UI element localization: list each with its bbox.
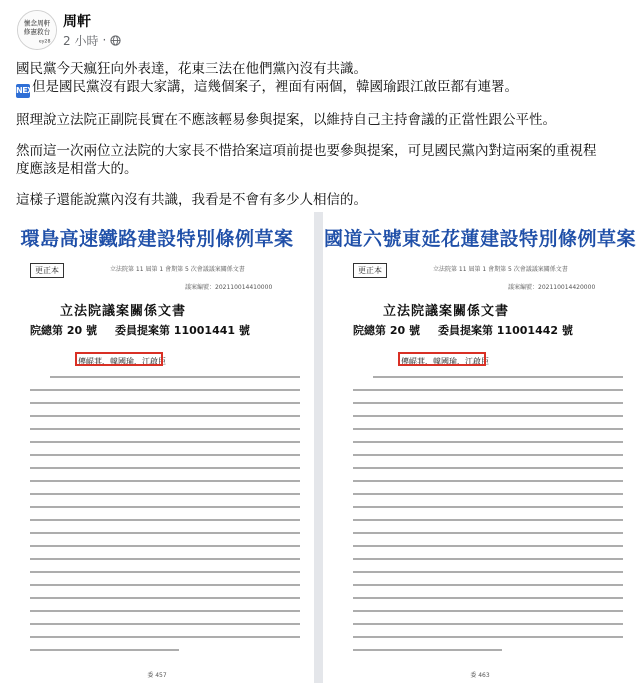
next-emoji-icon: NEXT: [16, 84, 30, 98]
doc-stamp: 更正本: [353, 263, 387, 278]
doc-title: 國道六號東延花蓮建設特別條例草案: [323, 228, 636, 250]
globe-icon[interactable]: [110, 35, 121, 46]
doc-session: 立法院第 11 屆第 1 會期第 5 次會議議案關係文書: [110, 266, 245, 273]
doc-stamp: 更正本: [30, 263, 64, 278]
post-line-4: 然而這一次兩位立法院的大家長不惜拾案這項前提也要參與提案，可見國民黨內對這兩案的重視程: [16, 143, 597, 159]
post-text: [16, 60, 624, 209]
doc-page-number: 委 457: [147, 672, 167, 679]
doc-proposers: 傳崐萁、韓國瑜、江啟臣: [78, 357, 166, 366]
meta-separator: ·: [102, 33, 107, 47]
doc-committee-no: 委員提案第 11001442 號: [437, 324, 573, 337]
doc-proposers: 傳崐萁、韓國瑜、江啟臣: [401, 357, 489, 366]
post-meta: [63, 32, 121, 48]
post-images: [0, 212, 637, 683]
doc-page-number: 委 463: [470, 672, 490, 679]
doc-title: 環島高速鐵路建設特別條例草案: [20, 228, 294, 250]
doc-body: [30, 352, 300, 662]
doc-general-no: 院總第 20 號: [353, 324, 420, 337]
doc-session: 立法院第 11 屆第 1 會期第 5 次會議議案關係文書: [433, 266, 568, 273]
post-line-5: 度應該是相當大的。: [16, 161, 138, 177]
doc-heading: 立法院議案關係文書: [60, 304, 187, 319]
post-line-2: [16, 78, 624, 98]
post-line-3: 照理說立法院正副院長實在不應該輕易參與提案，以維持自己主持會議的正當性跟公平性。: [16, 112, 556, 128]
doc-body: [353, 352, 623, 662]
doc-receipt: 議案編號：202110014410000: [185, 284, 273, 291]
avatar[interactable]: [17, 10, 57, 50]
doc-number: [353, 322, 573, 338]
post-time[interactable]: 2 小時: [63, 33, 99, 48]
svg-text:修憲救台: 修憲救台: [23, 27, 51, 36]
svg-text:懷念周軒: 懷念周軒: [23, 19, 51, 28]
doc-committee-no: 委員提案第 11001441 號: [114, 324, 250, 337]
doc-heading: 立法院議案關係文書: [383, 304, 510, 319]
post-line-1: 國民黨今天瘋狂向外表達，花東三法在他們黨內沒有共識。: [16, 61, 367, 77]
avatar-calligraphy-icon: [18, 11, 56, 49]
doc-receipt: 議案編號：202110014420000: [508, 284, 596, 291]
svg-text:ey28: ey28: [38, 39, 51, 45]
document-image-left[interactable]: [0, 212, 314, 683]
doc-general-no: 院總第 20 號: [30, 324, 97, 337]
document-image-right[interactable]: [323, 212, 637, 683]
author-name[interactable]: 周軒: [63, 14, 91, 30]
post-line-6: 這樣子還能說黨內沒有共識，我看是不會有多少人相信的。: [16, 192, 367, 208]
doc-number: [30, 322, 250, 338]
post-line-2-text: 但是國民黨沒有跟大家講，這幾個案子，裡面有兩個，韓國瑜跟江啟臣都有連署。: [32, 79, 518, 95]
